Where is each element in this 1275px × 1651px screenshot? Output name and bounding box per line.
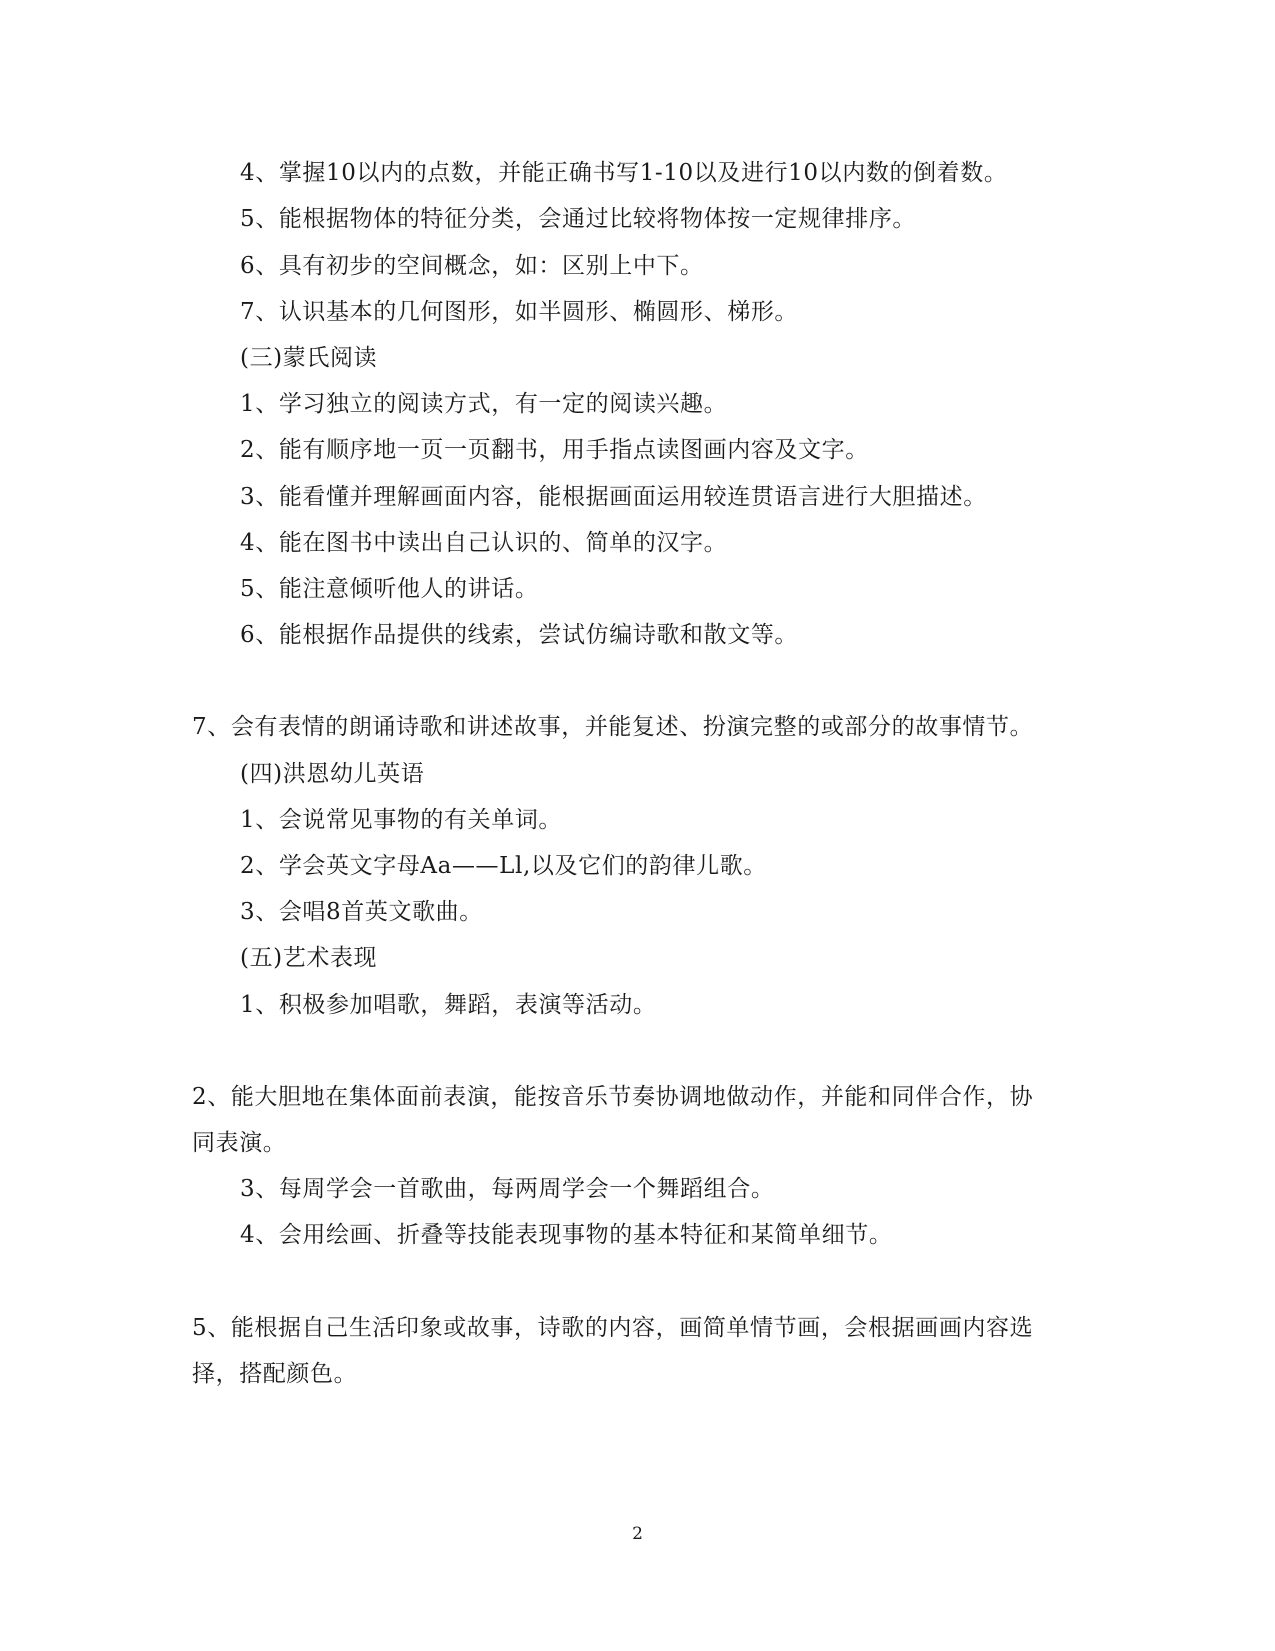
text-line: 4、能在图书中读出自己认识的、简单的汉字。 xyxy=(240,530,728,556)
text-line: 1、学习独立的阅读方式，有一定的阅读兴趣。 xyxy=(240,391,728,417)
text-line: 6、能根据作品提供的线索，尝试仿编诗歌和散文等。 xyxy=(240,622,799,648)
text-line: 7、会有表情的朗诵诗歌和讲述故事，并能复述、扮演完整的或部分的故事情节。 xyxy=(192,714,1034,740)
text-line: 4、会用绘画、折叠等技能表现事物的基本特征和某简单细节。 xyxy=(240,1222,893,1248)
text-line: 1、会说常见事物的有关单词。 xyxy=(240,807,563,833)
section-heading: (五)艺术表现 xyxy=(240,945,378,971)
text-line: 择，搭配颜色。 xyxy=(192,1361,358,1387)
section-heading: (四)洪恩幼儿英语 xyxy=(240,761,425,787)
text-line: 6、具有初步的空间概念，如：区别上中下。 xyxy=(240,253,704,279)
text-line: 3、能看懂并理解画面内容，能根据画面运用较连贯语言进行大胆描述。 xyxy=(240,484,987,510)
section-heading: (三)蒙氏阅读 xyxy=(240,345,378,371)
text-line: 5、能根据自己生活印象或故事，诗歌的内容，画简单情节画，会根据画画内容选 xyxy=(192,1315,1034,1341)
text-line: 4、掌握10以内的点数，并能正确书写1-10以及进行10以内数的倒着数。 xyxy=(240,160,1008,186)
text-line: 2、能大胆地在集体面前表演，能按音乐节奏协调地做动作，并能和同伴合作，协 xyxy=(192,1084,1034,1110)
text-line: 5、能注意倾听他人的讲话。 xyxy=(240,576,539,602)
text-line: 1、积极参加唱歌，舞蹈，表演等活动。 xyxy=(240,992,657,1018)
text-line: 2、学会英文字母Aa——Ll,以及它们的韵律儿歌。 xyxy=(240,853,767,879)
text-line: 3、会唱8首英文歌曲。 xyxy=(240,899,483,925)
text-line: 7、认识基本的几何图形，如半圆形、椭圆形、梯形。 xyxy=(240,299,799,325)
text-line: 同表演。 xyxy=(192,1130,287,1156)
text-line: 3、每周学会一首歌曲，每两周学会一个舞蹈组合。 xyxy=(240,1176,775,1202)
text-line: 2、能有顺序地一页一页翻书，用手指点读图画内容及文字。 xyxy=(240,437,869,463)
page-number: 2 xyxy=(632,1524,643,1544)
text-line: 5、能根据物体的特征分类，会通过比较将物体按一定规律排序。 xyxy=(240,206,917,232)
